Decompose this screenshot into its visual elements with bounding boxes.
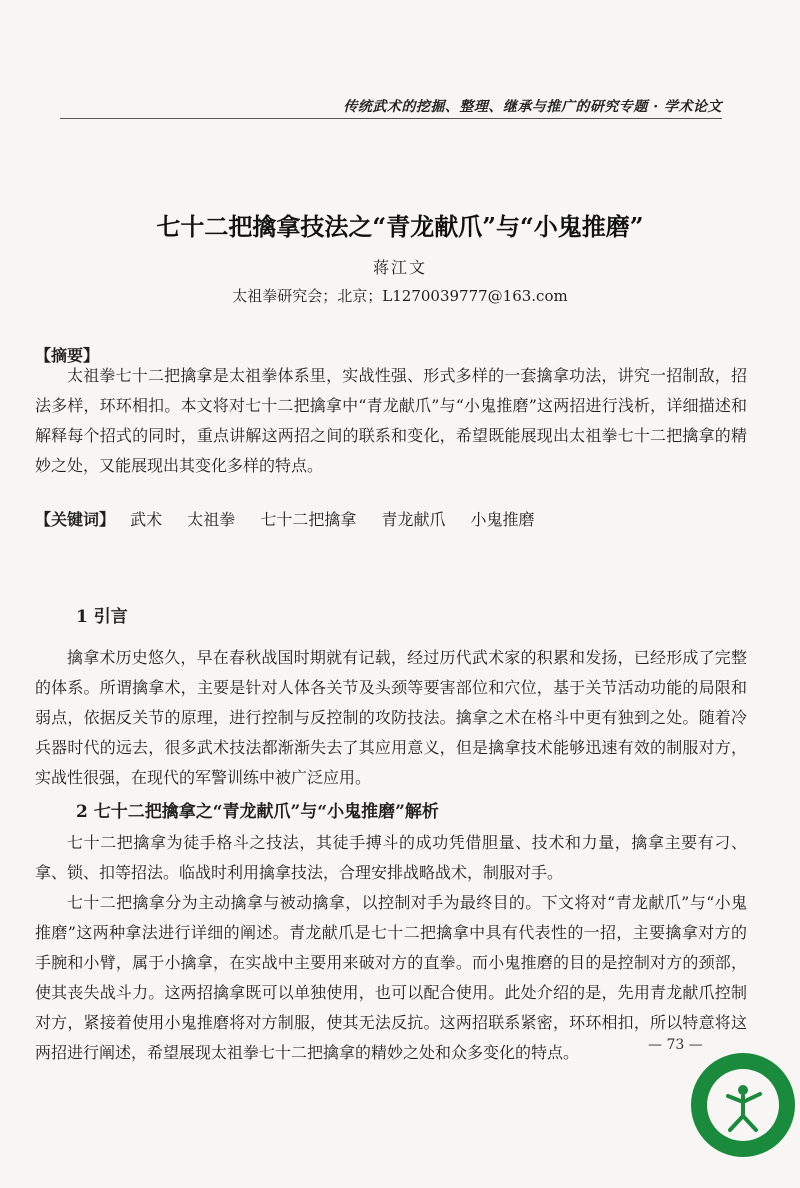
author-affiliation: 太祖拳研究会；北京；L1270039777@163.com (232, 287, 568, 305)
figure-head-icon (738, 1085, 748, 1095)
section-heading: 2 七十二把擒拿之“青龙献爪”与“小鬼推磨”解析 (76, 802, 439, 822)
author-name: 蒋江文 (372, 258, 427, 277)
header-rule (60, 118, 722, 119)
keyword: 武术 (130, 510, 163, 529)
abstract-text: 太祖拳七十二把擒拿是太祖拳体系里，实战性强、形式多样的一套擒拿功法，讲究一招制敌，招法多样，环环相扣。本文将对七十二把擒拿中“青龙献爪”与“小鬼推磨”这两招进行浅析，详细描述和解释每个招式的同时，重点讲解这两招之间的联系和变化，希望既能展现出太祖拳七十二把擒拿的精妙之处，又能展现出其变化多样的特点。 (35, 366, 747, 475)
keywords (35, 507, 555, 530)
paper-title: 七十二把擒拿技法之“青龙献爪”与“小鬼推磨” (156, 212, 644, 241)
keywords-label: 【关键词】 (35, 510, 116, 529)
body-paragraph: 七十二把擒拿为徒手格斗之技法，其徒手搏斗的成功凭借胆量、技术和力量，擒拿主要有刁、拿、锁、扣等招法。临战时利用擒拿技法，合理安排战略战术，制服对手。 (35, 833, 747, 882)
running-head: 传统武术的挖掘、整理、继承与推广的研究专题 · 学术论文 (343, 99, 722, 115)
body-paragraph: 擒拿术历史悠久，早在春秋战国时期就有记载，经过历代武术家的积累和发扬，已经形成了完整的体系。所谓擒拿术，主要是针对人体各关节及头颈等要害部位和穴位，基于关节活动功能的局限和弱点，依据反关节的原理，进行控制与反控制的攻防技法。擒拿之术在格斗中更有独到之处。随着冷兵器时代的远去，很多武术技法都渐渐失去了其应用意义，但是擒拿技术能够迅速有效的制服对方，实战性很强，在现代的军警训练中被广泛应用。 (35, 648, 747, 787)
section-heading: 1 引言 (76, 607, 128, 627)
keyword: 七十二把擒拿 (260, 510, 357, 529)
association-seal-logo (688, 1050, 798, 1160)
body-paragraph: 七十二把擒拿分为主动擒拿与被动擒拿，以控制对手为最终目的。下文将对“青龙献爪”与“小鬼推磨”这两种拿法进行详细的阐述。青龙献爪是七十二把擒拿中具有代表性的一招，主要擒拿对方的手腕和小臂，属于小擒拿，在实战中主要用来破对方的直拳。而小鬼推磨的目的是控制对方的颈部，使其丧失战斗力。这两招擒拿既可以单独使用，也可以配合使用。此处介绍的是，先用青龙献爪控制对方，紧接着使用小鬼推磨将对方制服，使其无法反抗。这两招联系紧密，环环相扣，所以特意将这两招进行阐述，希望展现太祖拳七十二把擒拿的精妙之处和众多变化的特点。 (35, 893, 747, 1062)
abstract-heading: 【摘要】 (35, 346, 100, 365)
keyword: 小鬼推磨 (470, 510, 535, 529)
page-number: — 73 — (648, 1037, 703, 1053)
keyword: 太祖拳 (187, 510, 236, 529)
keyword: 青龙献爪 (381, 510, 446, 529)
